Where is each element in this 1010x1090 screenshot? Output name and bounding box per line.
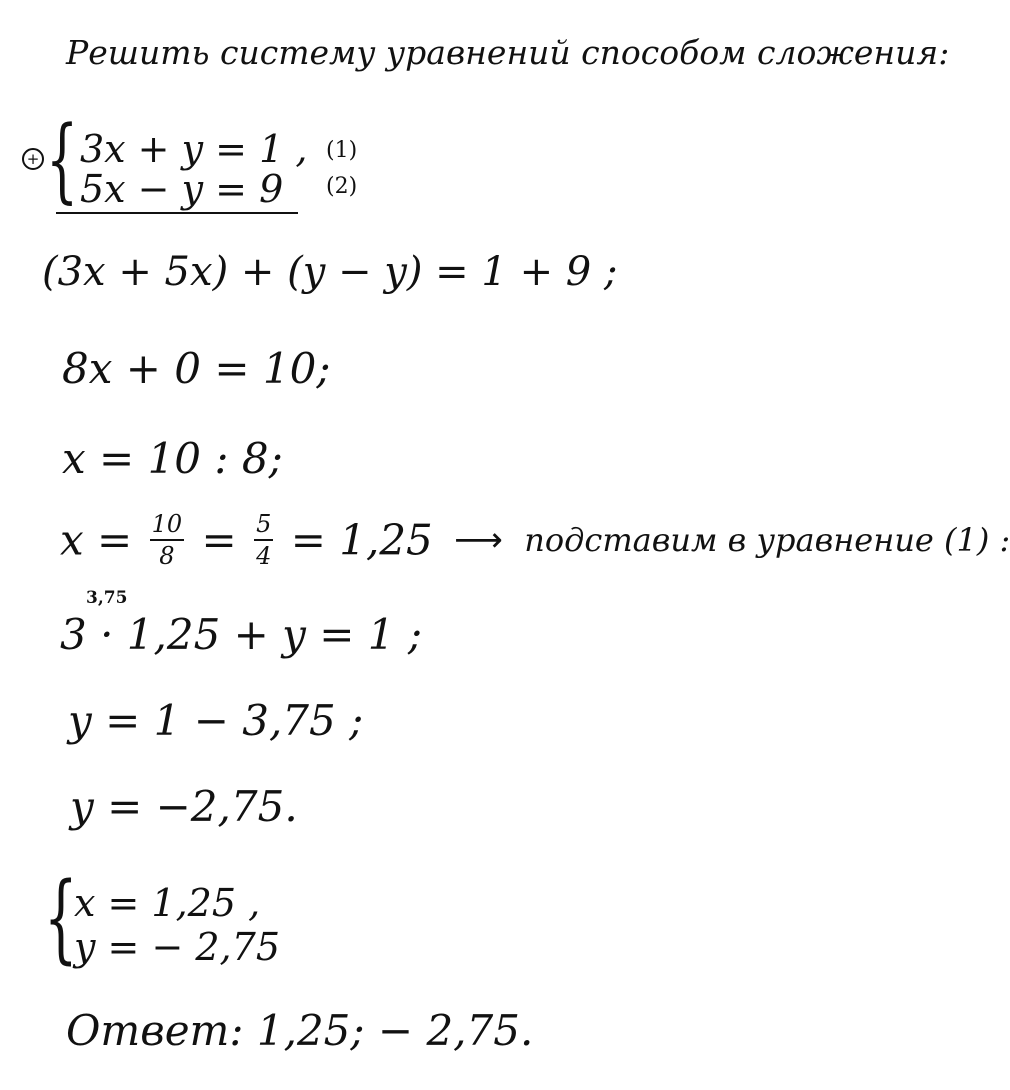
step-substitution: 3 · 1,25 + y = 1 ; bbox=[60, 610, 423, 659]
fraction-numerator: 10 bbox=[150, 512, 185, 541]
fraction-denominator: 4 bbox=[256, 542, 272, 570]
equation-number-2: (2) bbox=[326, 174, 358, 199]
fraction-5-4 bbox=[254, 512, 273, 568]
fraction-lhs: x = bbox=[60, 515, 133, 565]
equation-system bbox=[22, 106, 422, 230]
solution-x: x = 1,25 , bbox=[74, 881, 261, 925]
system-equation-1: 3x + y = 1 , bbox=[80, 127, 308, 171]
substitution-note: подставим в уравнение (1) : bbox=[524, 521, 1010, 559]
step-simplified: 8x + 0 = 10; bbox=[62, 344, 331, 393]
solution-system bbox=[44, 862, 444, 976]
solution-y: y = − 2,75 bbox=[74, 925, 280, 969]
fraction-denominator: 8 bbox=[159, 542, 175, 570]
system-equation-2: 5x − y = 9 bbox=[80, 167, 284, 211]
step-y-expression: y = 1 − 3,75 ; bbox=[68, 696, 364, 745]
step-sum: (3x + 5x) + (y − y) = 1 + 9 ; bbox=[42, 249, 618, 295]
fraction-10-8 bbox=[150, 512, 185, 568]
equation-number-1: (1) bbox=[326, 138, 358, 163]
fraction-equals: = bbox=[201, 515, 237, 565]
task-title: Решить систему уравнений способом сложения: bbox=[66, 33, 950, 72]
system-brace-icon: { bbox=[46, 106, 79, 213]
addition-operator-icon: + bbox=[22, 148, 44, 170]
answer: Ответ: 1,25; − 2,75. bbox=[66, 1006, 534, 1055]
substitution-superscript: 3,75 bbox=[86, 588, 128, 608]
step-fraction bbox=[60, 512, 1010, 582]
step-y-value: y = −2,75. bbox=[70, 782, 298, 831]
solution-brace-icon: { bbox=[44, 862, 78, 974]
fraction-numerator: 5 bbox=[254, 512, 273, 541]
addition-underline bbox=[56, 212, 298, 214]
step-division: x = 10 : 8; bbox=[62, 434, 283, 483]
right-arrow-icon: ⟶ bbox=[454, 520, 503, 560]
fraction-result: = 1,25 bbox=[290, 515, 433, 565]
